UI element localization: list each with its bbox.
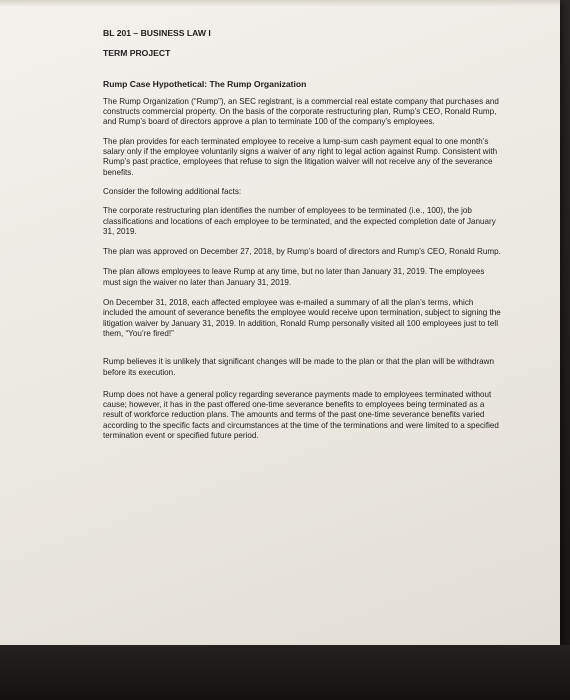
term-project-heading: TERM PROJECT	[103, 48, 171, 59]
paragraph-intro: The Rump Organization (“Rump”), an SEC registrant, is a commercial real estate company that purchases and constructs commercial property. On the basis of the corporate restructuring plan, Rump’s CEO, Ronald Rump, and Rump’s board of directors approve a plan to terminate 100 of the company’s employees.	[103, 96, 499, 127]
paragraph-severance-policy: Rump does not have a general policy regarding severance payments made to employees terminated without cause; however, it has in the past offered one-time severance benefits to employees being terminated as a result of workforce reduction plans. The amounts and terms of the past one-time severance benefits varied according to the specific facts and circumstances at the time of the terminations and were limited to a specified termination event or specified future period.	[103, 389, 499, 441]
document-body	[103, 28, 503, 441]
paragraph-email-summary: On December 31, 2018, each affected employee was e-mailed a summary of all the plan’s terms, which included the amount of severance benefits the employee would receive upon termination, subject to signing the litigation waiver by January 31, 2019. In addition, Ronald Rump personally visited all 100 employees just to tell them, “You’re fired!”	[103, 298, 501, 338]
paper-top-edge	[0, 0, 560, 6]
paragraph-leave-policy: The plan allows employees to leave Rump at any time, but no later than January 31, 2019. The employees must sign the waiver no later than January 31, 2019.	[103, 267, 485, 287]
paragraph-plan-provision: The plan provides for each terminated employee to receive a lump-sum cash payment equal to one month’s salary only if the employee voluntarily signs a waiver of any right to legal action against Rump. Consistent with Rump’s past practice, employees that refuse to sign the litigation waiver will not receive any of the severance benefits.	[103, 136, 498, 177]
paragraph-changes-unlikely: Rump believes it is unlikely that significant changes will be made to the plan or that the plan will be withdrawn before its execution.	[103, 357, 494, 377]
case-title: Rump Case Hypothetical: The Rump Organization	[103, 78, 307, 89]
paragraph-additional-facts: Consider the following additional facts:	[103, 186, 242, 196]
paragraph-approval: The plan was approved on December 27, 2018, by Rump’s board of directors and Rump’s CEO, Ronald Rump.	[103, 247, 501, 257]
dark-background	[0, 645, 570, 700]
paragraph-restructuring: The corporate restructuring plan identifies the number of employees to be terminated (i.e., 100), the job classifications and locations of each employee to be terminated, and the expected completion date of January 31, 2019.	[103, 206, 496, 236]
course-code: BL 201 – BUSINESS LAW I	[103, 28, 211, 38]
